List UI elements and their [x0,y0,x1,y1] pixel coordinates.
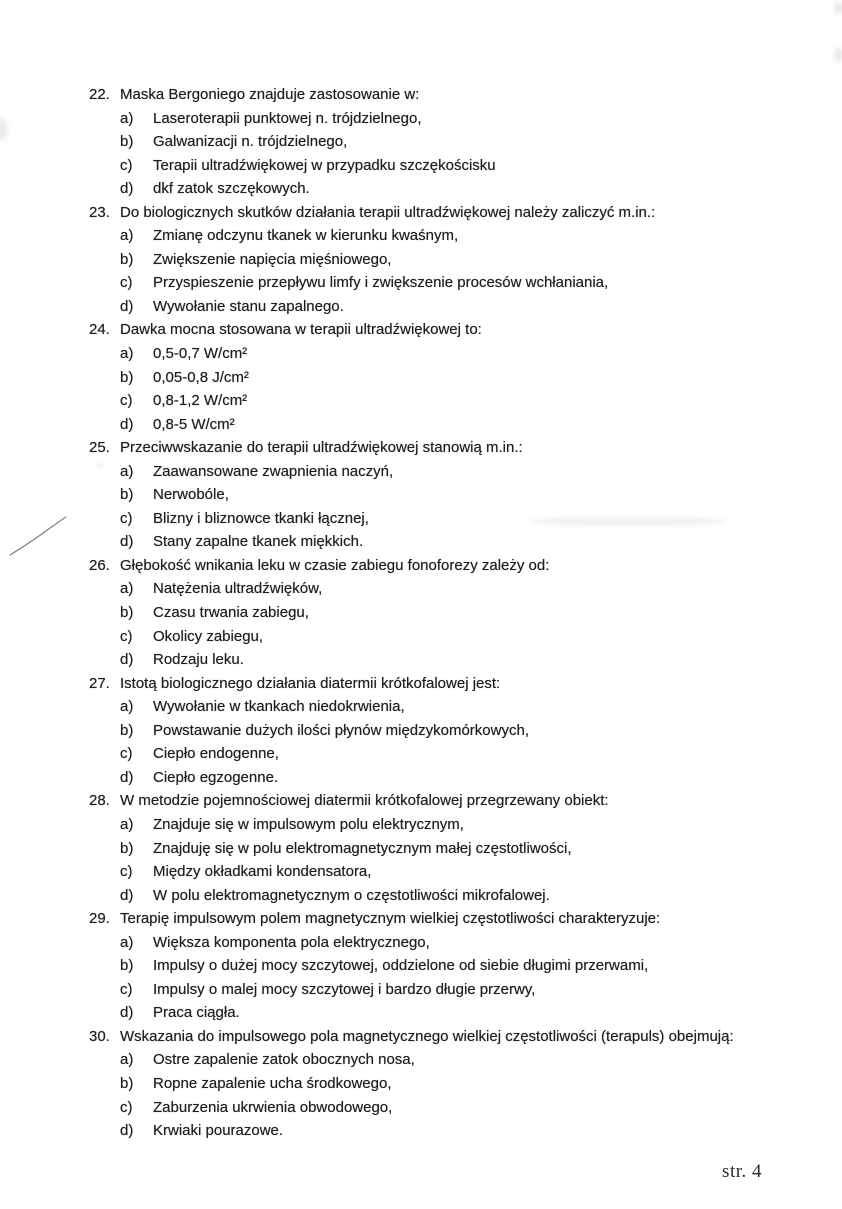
option-text: Powstawanie dużych ilości płynów międzykomórkowych, [153,721,529,739]
scan-smudge [833,2,842,14]
answer-option [89,625,789,649]
option-text: 0,8-5 W/cm² [153,415,235,433]
options [89,342,789,436]
question-line [89,83,789,107]
option-letter: b) [120,250,134,268]
option-letter: d) [120,886,134,904]
question-number: 22. [89,86,110,103]
options [89,1048,789,1142]
answer-option [89,342,789,366]
option-letter: b) [120,368,134,386]
option-letter: b) [120,486,134,504]
question-line [89,672,789,696]
option-text: Krwiaki pourazowe. [153,1122,284,1140]
question-line [89,318,789,342]
option-letter: d) [120,415,134,433]
answer-option [89,224,789,248]
answer-option [89,1001,789,1025]
option-text: Nerwobóle, [153,486,229,504]
option-text: Wywołanie w tkankach niedokrwienia, [153,698,405,716]
answer-option [89,507,789,531]
options [89,224,789,318]
option-letter: d) [120,768,134,786]
option-letter: b) [120,133,134,151]
option-letter: c) [120,392,133,410]
question [89,83,789,201]
option-text: Wywołanie stanu zapalnego. [153,297,344,315]
question-line [89,907,789,931]
question-number: 25. [89,439,110,457]
option-text: Ciepło egzogenne. [153,768,279,786]
option-text: Impulsy o malej mocy szczytowej i bardzo długie przerwy, [153,980,536,998]
option-text: 0,05-0,8 J/cm² [153,368,249,386]
scan-smudge [0,118,8,140]
option-text: Stany zapalne tkanek miękkich. [153,533,364,551]
answer-option [89,954,789,978]
page-number: str. 4 [722,1161,762,1182]
question-line [89,789,789,813]
option-text: Znajduję się w polu elektromagnetycznym małej częstotliwości, [153,839,572,857]
option-letter: a) [120,1051,134,1069]
option-letter: b) [120,721,134,739]
question-text: Wskazania do impulsowego pola magnetycznego wielkiej częstotliwości (terapuls) obejmują: [120,1027,734,1045]
answer-option [89,695,789,719]
option-letter: a) [120,698,134,716]
option-text: Impulsy o dużej mocy szczytowej, oddzielone od siebie długimi przerwami, [153,957,649,975]
option-text: Terapii ultradźwiękowej w przypadku szczękościsku [153,156,496,174]
option-letter: c) [120,509,133,527]
option-text: Rodzaju leku. [153,651,244,669]
option-text: Natężenia ultradźwięków, [153,580,323,598]
option-letter: a) [120,345,134,363]
pen-stroke-artifact [8,511,70,559]
options [89,460,789,554]
option-letter: c) [120,274,133,292]
answer-option [89,766,789,790]
question-number: 23. [89,203,110,221]
question-text: Maska Bergoniego znajduje zastosowanie w: [120,86,420,103]
answer-option [89,1048,789,1072]
option-text: Zaawansowane zwapnienia naczyń, [153,462,394,480]
scan-smudge [834,48,842,62]
answer-option [89,860,789,884]
option-text: Ostre zapalenie zatok obocznych nosa, [153,1051,415,1069]
option-letter: d) [120,1122,134,1140]
option-letter: b) [120,604,134,622]
option-text: Zwiększenie napięcia mięśniowego, [153,250,392,268]
answer-option [89,1072,789,1096]
question-line [89,1025,789,1049]
answer-option [89,978,789,1002]
answer-option [89,813,789,837]
option-letter: b) [120,839,134,857]
option-text: Zmianę odczynu tkanek w kierunku kwaśnym, [153,227,459,245]
answer-option [89,295,789,319]
option-letter: c) [120,627,133,645]
option-text: Okolicy zabiegu, [153,627,264,645]
question-number: 28. [89,792,110,810]
answer-option [89,413,789,437]
question [89,436,789,554]
options [89,931,789,1025]
options [89,813,789,907]
answer-option [89,460,789,484]
answer-option [89,719,789,743]
option-letter: c) [120,156,133,174]
question [89,554,789,672]
question-number: 27. [89,674,110,692]
answer-option [89,107,789,131]
option-text: W polu elektromagnetycznym o częstotliwości mikrofalowej. [153,886,550,904]
option-text: Większa komponenta pola elektrycznego, [153,933,430,951]
answer-option [89,742,789,766]
option-letter: a) [120,933,134,951]
option-text: 0,8-1,2 W/cm² [153,392,248,410]
question-text: Terapię impulsowym polem magnetycznym wielkiej częstotliwości charakteryzuje: [120,910,661,928]
option-text: Zaburzenia ukrwienia obwodowego, [153,1098,393,1116]
answer-option [89,366,789,390]
option-letter: b) [120,1074,134,1092]
answer-option [89,130,789,154]
answer-option [89,931,789,955]
question [89,907,789,1025]
option-letter: a) [120,815,134,833]
question-number: 30. [89,1027,110,1045]
option-letter: d) [120,1004,134,1022]
options [89,695,789,789]
answer-option [89,271,789,295]
answer-option [89,177,789,201]
answer-option [89,1119,789,1143]
answer-option [89,1096,789,1120]
option-letter: d) [120,297,134,315]
question-number: 24. [89,321,110,339]
option-letter: c) [120,863,133,881]
option-letter: a) [120,462,134,480]
question-text: Dawka mocna stosowana w terapii ultradźwiękowej to: [120,321,482,339]
question [89,1025,789,1143]
answer-option [89,248,789,272]
option-text: Czasu trwania zabiegu, [153,604,309,622]
question-line [89,554,789,578]
option-text: Przyspieszenie przepływu limfy i zwiększenie procesów wchłaniania, [153,274,609,292]
option-letter: d) [120,533,134,551]
question [89,201,789,319]
options [89,107,789,201]
option-letter: a) [120,227,134,245]
option-letter: a) [120,580,134,598]
option-text: Blizny i bliznowce tkanki łącznej, [153,509,369,527]
option-letter: d) [120,651,134,669]
answer-option [89,389,789,413]
question-list [89,83,789,1143]
question-text: W metodzie pojemnościowej diatermii krótkofalowej przegrzewany obiekt: [120,792,609,810]
question-line [89,201,789,225]
question-text: Do biologicznych skutków działania terapii ultradźwiękowej należy zaliczyć m.in.: [120,203,656,221]
option-text: Między okładkami kondensatora, [153,863,372,881]
answer-option [89,154,789,178]
option-letter: a) [120,109,134,127]
option-text: Praca ciągła. [153,1004,240,1022]
option-text: Laseroterapii punktowej n. trójdzielnego, [153,109,422,127]
answer-option [89,837,789,861]
answer-option [89,648,789,672]
question-line [89,436,789,460]
option-text: 0,5-0,7 W/cm² [153,345,248,363]
option-text: Galwanizacji n. trójdzielnego, [153,133,348,151]
option-letter: d) [120,180,134,198]
option-text: Ropne zapalenie ucha środkowego, [153,1074,392,1092]
option-letter: c) [120,745,133,763]
question-text: Przeciwwskazanie do terapii ultradźwiękowej stanowią m.in.: [120,439,523,457]
option-text: Ciepło endogenne, [153,745,279,763]
question-text: Istotą biologicznego działania diatermii krótkofalowej jest: [120,674,501,692]
answer-option [89,577,789,601]
answer-option [89,884,789,908]
answer-option [89,530,789,554]
answer-option [89,483,789,507]
answer-option [89,601,789,625]
question-text: Głębokość wnikania leku w czasie zabiegu fonoforezy zależy od: [120,556,550,574]
question [89,789,789,907]
question-number: 26. [89,556,110,574]
question-number: 29. [89,910,110,928]
question [89,318,789,436]
option-text: Znajduje się w impulsowym polu elektrycznym, [153,815,464,833]
option-letter: b) [120,957,134,975]
option-text: dkf zatok szczękowych. [153,180,310,198]
option-letter: c) [120,980,133,998]
options [89,577,789,671]
question [89,672,789,790]
option-letter: c) [120,1098,133,1116]
